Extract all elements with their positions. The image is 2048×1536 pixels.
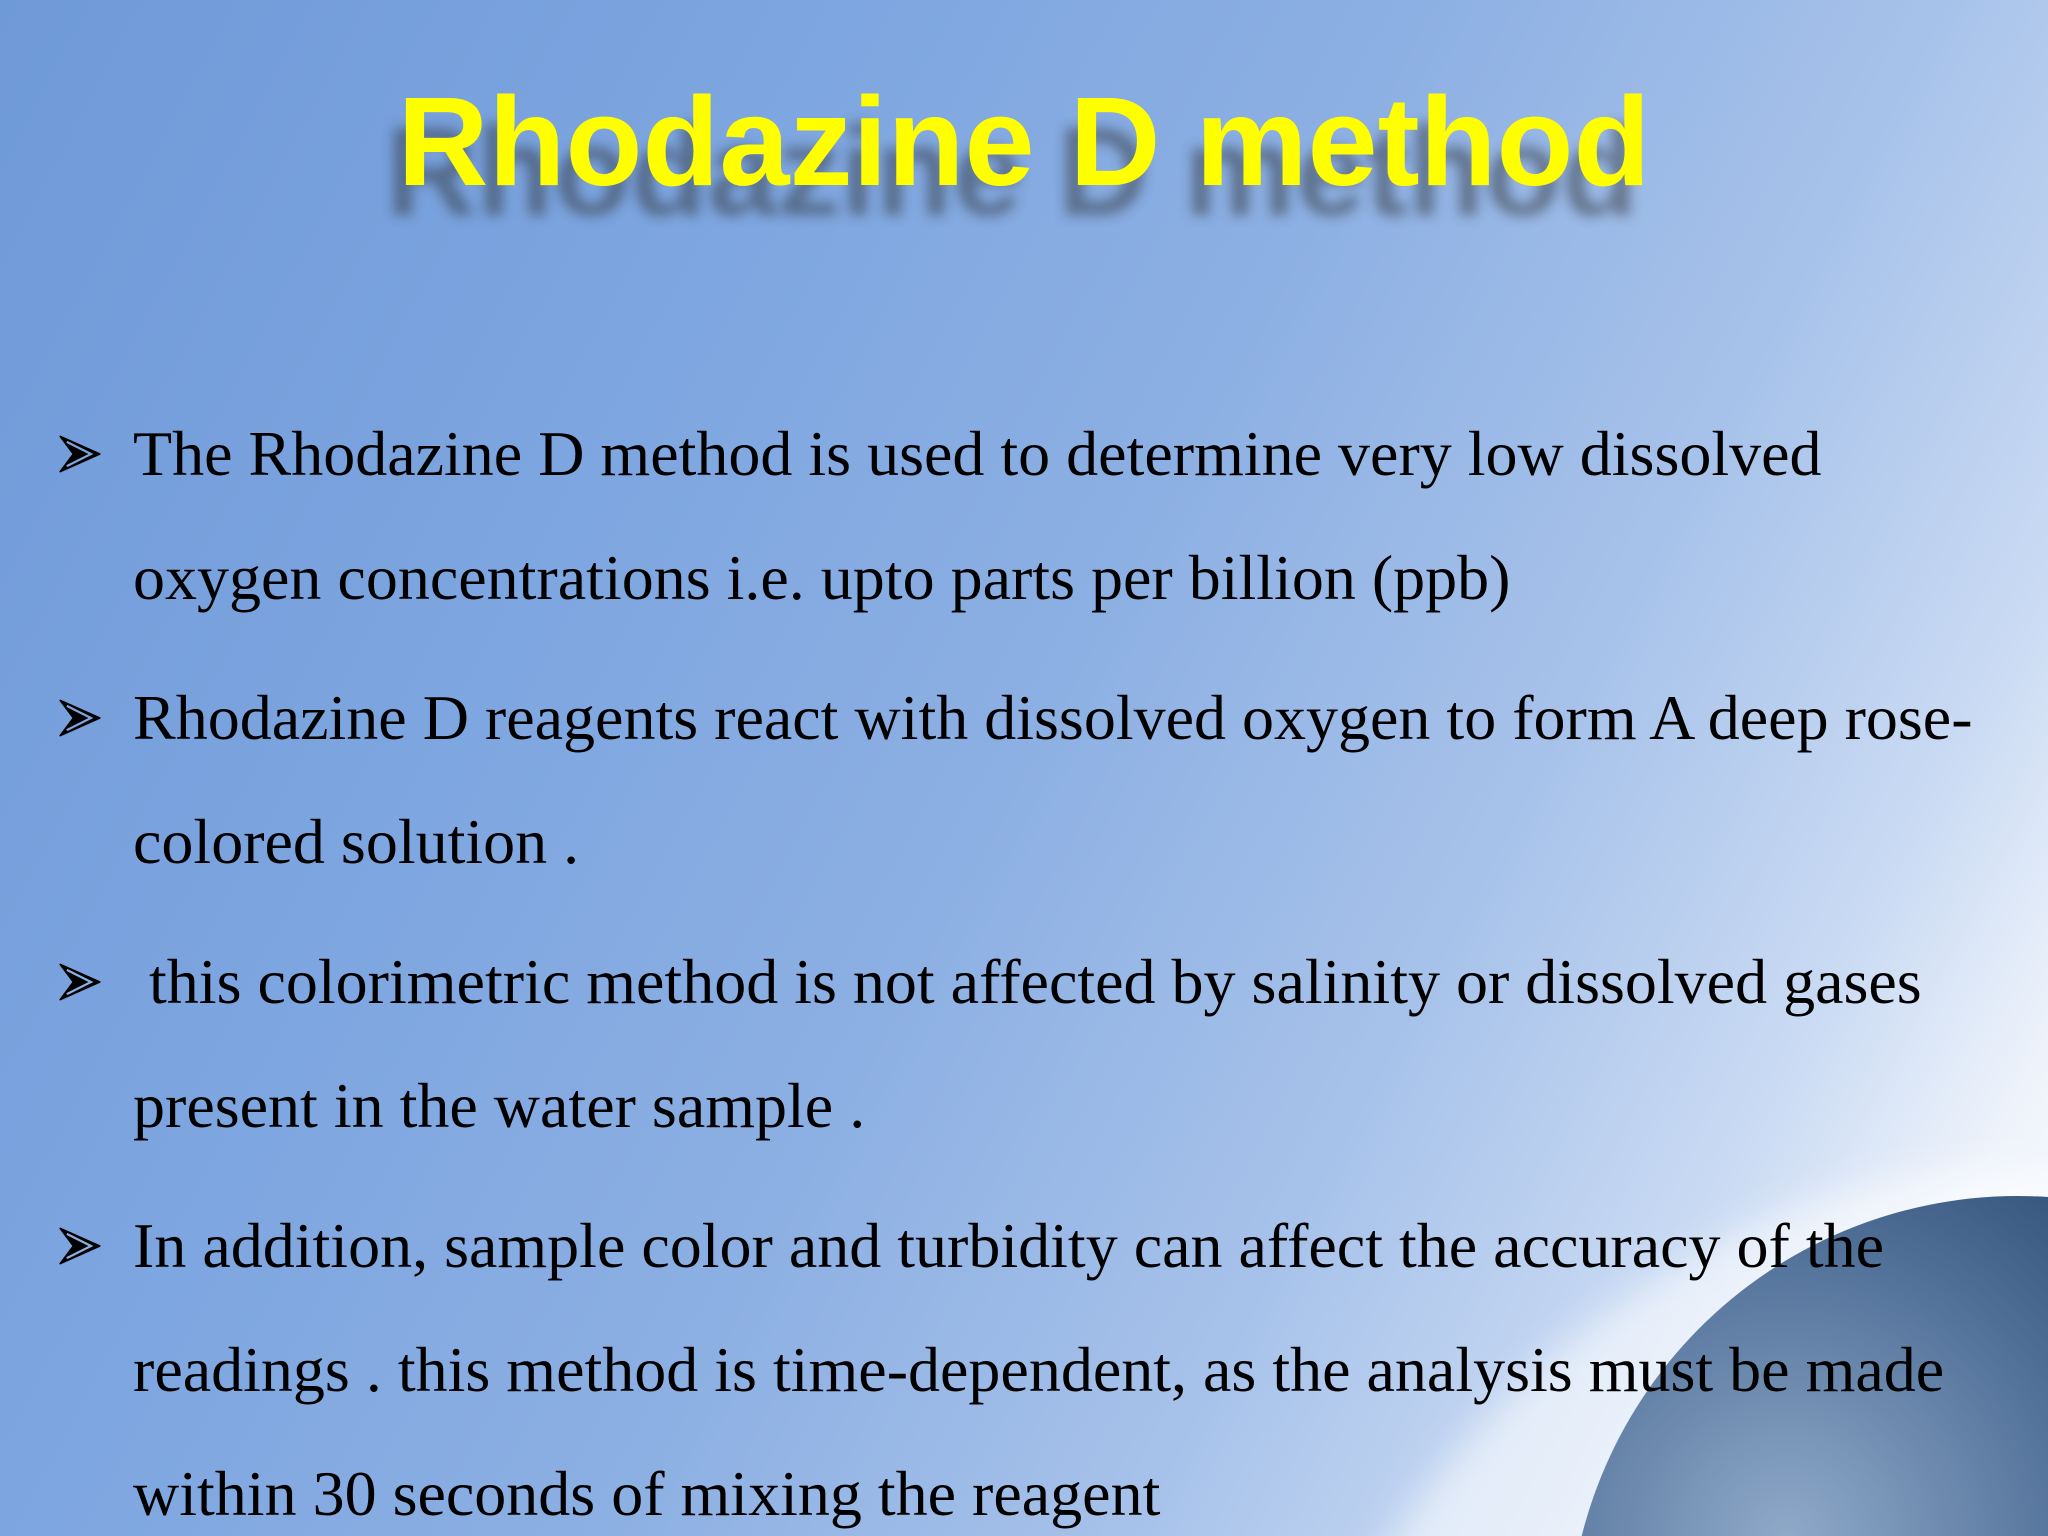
bullet-text: Rhodazine D reagents react with dissolved oxygen to form A deep rose-colored solution . xyxy=(133,682,1973,877)
arrowhead-bullet-icon xyxy=(58,920,108,1044)
bullet-item xyxy=(58,656,1998,904)
bullet-list xyxy=(58,392,1998,1536)
bullet-text: this colorimetric method is not affected by salinity or dissolved gases present in the water sample . xyxy=(133,946,1938,1141)
bullet-item xyxy=(58,392,1998,640)
slide-title: Rhodazine D method xyxy=(397,71,1651,212)
bullet-item xyxy=(58,920,1998,1168)
bullet-text: In addition, sample color and turbidity can affect the accuracy of the readings . this method is time-dependent, as the analysis must be made within 30 seconds of mixing the reagent xyxy=(133,1210,1945,1529)
bullet-text: The Rhodazine D method is used to determine very low dissolved oxygen concentrations i.e. upto parts per billion (ppb) xyxy=(133,418,1822,613)
arrowhead-bullet-icon xyxy=(58,392,108,516)
bullet-item xyxy=(58,1184,1998,1536)
arrowhead-bullet-icon xyxy=(58,1184,108,1308)
arrowhead-bullet-icon xyxy=(58,656,108,780)
